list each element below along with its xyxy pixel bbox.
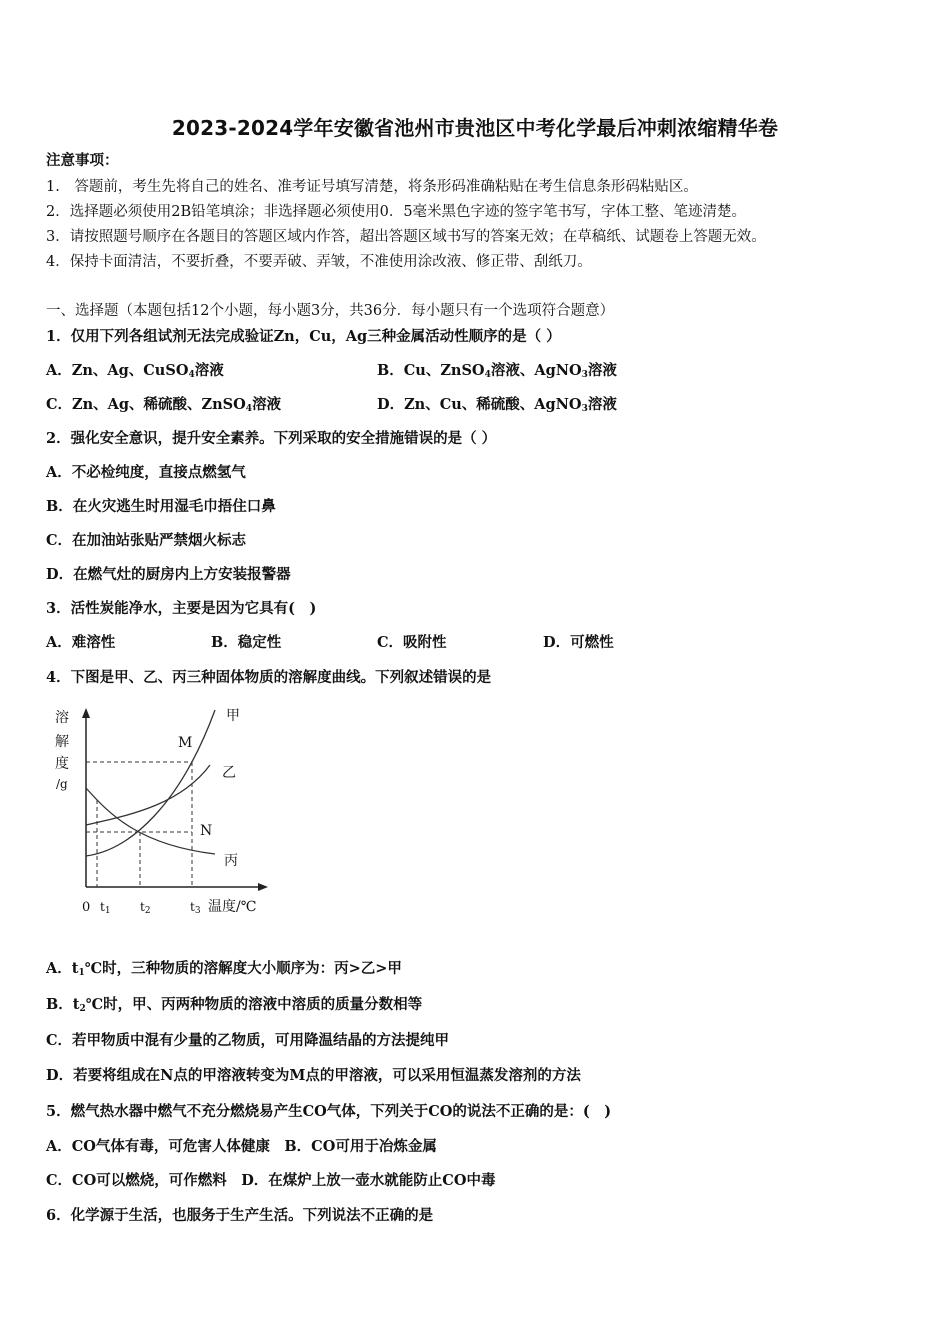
point-label-m: M — [178, 735, 193, 751]
y-axis-arrow — [82, 708, 90, 718]
q4-option-a: A．$t_1℃$时，三种物质的溶解度大小顺序为：丙>乙>甲 — [46, 960, 402, 978]
q5-options-cd: C．CO可以燃烧，可作燃料 D．在煤炉上放一壶水就能防止CO中毒 — [46, 1172, 496, 1189]
question-2-stem: 2．强化安全意识，提升安全素养。下列采取的安全措施错误的是（ ） — [46, 430, 497, 447]
y-label-char: 溶 — [55, 710, 69, 726]
q4-option-c: C．若甲物质中混有少量的乙物质，可用降温结晶的方法提纯甲 — [46, 1032, 450, 1049]
q3-option-b: B．稳定性 — [211, 634, 282, 651]
y-label-char: 解 — [55, 734, 69, 750]
y-label-char: /g — [56, 777, 68, 791]
series-label-yi: 乙 — [222, 765, 236, 781]
question-1-stem: 1．仅用下列各组试剂无法完成验证Zn，Cu，Ag三种金属活动性顺序的是（ ） — [46, 328, 561, 345]
curve-jia — [86, 710, 215, 856]
q3-option-d: D．可燃性 — [543, 634, 614, 651]
x-tick-label: t2 — [140, 900, 151, 916]
question-3-stem: 3．活性炭能净水，主要是因为它具有( ) — [46, 600, 317, 617]
q5-options-ab: A．CO气体有毒，可危害人体健康 B．CO可用于冶炼金属 — [46, 1138, 437, 1155]
y-axis-label — [55, 709, 69, 791]
point-label-n: N — [200, 823, 213, 839]
origin-label: 0 — [82, 900, 91, 915]
q1-option-b: B．Cu、ZnSO$_4$溶液、AgNO$_3$溶液 — [377, 362, 617, 380]
series-label-jia: 甲 — [226, 708, 240, 724]
q1-option-a: A．Zn、Ag、CuSO$_4$溶液 — [46, 362, 224, 380]
q2-option-d: D．在燃气灶的厨房内上方安装报警器 — [46, 566, 291, 583]
series-label-bing: 丙 — [224, 853, 238, 869]
q2-option-a: A．不必检纯度，直接点燃氢气 — [46, 464, 246, 481]
y-label-char: 度 — [55, 756, 69, 772]
section-heading: 一、选择题（本题包括12个小题，每小题3分，共36分．每小题只有一个选项符合题意） — [46, 303, 615, 319]
q1-option-d: D．Zn、Cu、稀硫酸、AgNO$_3$溶液 — [377, 396, 617, 414]
question-6-stem: 6．化学源于生活，也服务于生产生活。下列说法不正确的是 — [46, 1207, 434, 1224]
question-4-stem: 4．下图是甲、乙、丙三种固体物质的溶解度曲线。下列叙述错误的是 — [46, 669, 492, 686]
notice-item: 3．请按照题号顺序在各题目的答题区域内作答，超出答题区域书写的答案无效；在草稿纸、试题卷上答题无效。 — [46, 229, 766, 245]
page-title: 2023-2024学年安徽省池州市贵池区中考化学最后冲刺浓缩精华卷 — [171, 116, 779, 140]
notice-item: 2．选择题必须使用2B铅笔填涂；非选择题必须使用0．5毫米黑色字迹的签字笔书写，字体工整、笔迹清楚。 — [46, 204, 747, 220]
q3-option-a: A．难溶性 — [46, 634, 116, 651]
x-tick-label: t3 — [190, 900, 201, 916]
question-5-stem: 5．燃气热水器中燃气不充分燃烧易产生CO气体，下列关于CO的说法不正确的是：( ) — [46, 1103, 612, 1120]
notice-heading: 注意事项： — [46, 152, 119, 169]
q4-option-d: D．若要将组成在N点的甲溶液转变为M点的甲溶液，可以采用恒温蒸发溶剂的方法 — [46, 1067, 581, 1084]
q4-option-b: B．$t_2℃$时，甲、丙两种物质的溶液中溶质的质量分数相等 — [46, 996, 423, 1014]
solubility-chart — [50, 700, 290, 930]
notice-item: 1. 答题前，考生先将自己的姓名、准考证号填写清楚，将条形码准确粘贴在考生信息条形码粘贴区。 — [46, 179, 698, 195]
curve-yi — [86, 765, 210, 825]
q2-option-c: C．在加油站张贴严禁烟火标志 — [46, 532, 247, 549]
notice-item: 4．保持卡面清洁，不要折叠，不要弄破、弄皱，不准使用涂改液、修正带、刮纸刀。 — [46, 254, 592, 270]
x-axis-label: 温度/℃ — [208, 899, 257, 915]
x-tick-label: t1 — [100, 900, 111, 916]
q1-option-c: C．Zn、Ag、稀硫酸、ZnSO$_4$溶液 — [46, 396, 282, 414]
q2-option-b: B．在火灾逃生时用湿毛巾捂住口鼻 — [46, 498, 276, 515]
x-axis-arrow — [258, 883, 268, 891]
q3-option-c: C．吸附性 — [377, 634, 447, 651]
